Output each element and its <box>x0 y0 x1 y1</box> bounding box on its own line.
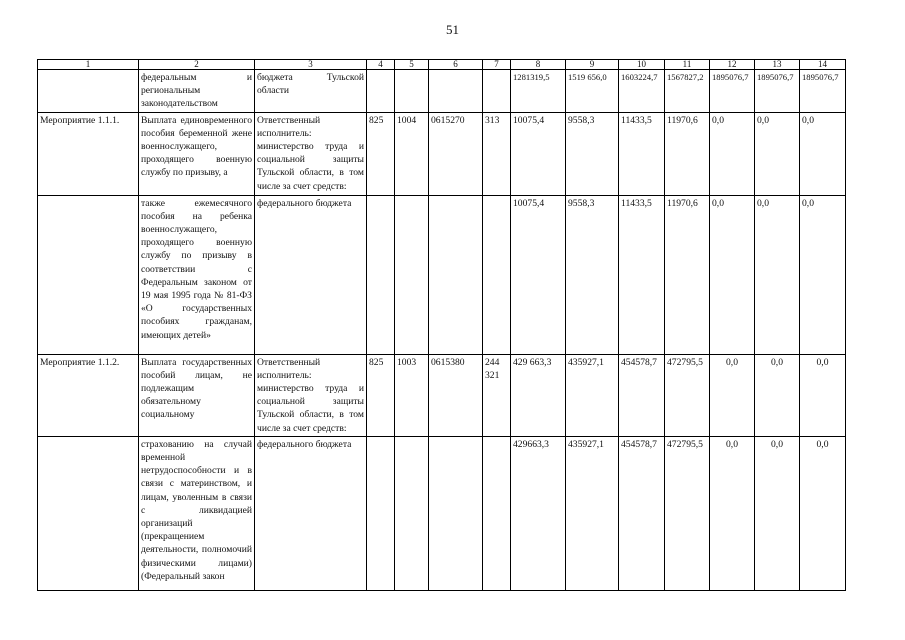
measure-description-cell: также ежемесячного пособия на ребенка военнослужащего, проходящего военную службу по призыву в соответствии с Федеральным законом от 19 мая 1995 года № 81-ФЗ «О государственных пособиях гражданам, имеющих детей» <box>139 195 255 354</box>
amount-cell: 0,0 <box>710 436 755 590</box>
code-cell: 0615380 <box>429 354 483 436</box>
amount-cell: 435927,1 <box>566 436 619 590</box>
measure-name-cell <box>38 195 139 354</box>
amount-cell: 0,0 <box>800 354 846 436</box>
table-row <box>38 70 846 113</box>
column-header: 12 <box>710 60 755 70</box>
code-cell <box>367 70 395 113</box>
amount-cell: 472795,5 <box>665 436 710 590</box>
amount-cell: 10075,4 <box>511 195 566 354</box>
amount-cell: 11433,5 <box>619 112 665 195</box>
measure-name-cell: Мероприятие 1.1.2. <box>38 354 139 436</box>
funding-source-cell: бюджета Тульской области <box>255 70 367 113</box>
funding-source-cell: Ответственный исполнитель: министерство труда и социальной защиты Тульской области, в том числе за счет средств: <box>255 354 367 436</box>
column-header: 11 <box>665 60 710 70</box>
amount-cell: 472795,5 <box>665 354 710 436</box>
amount-cell: 0,0 <box>710 112 755 195</box>
amount-cell: 1519 656,0 <box>566 70 619 113</box>
amount-cell: 9558,3 <box>566 195 619 354</box>
amount-cell: 10075,4 <box>511 112 566 195</box>
amount-cell: 9558,3 <box>566 112 619 195</box>
amount-cell: 429 663,3 <box>511 354 566 436</box>
measure-name-cell <box>38 436 139 590</box>
amount-cell: 11970,6 <box>665 112 710 195</box>
code-cell: 1004 <box>395 112 429 195</box>
column-header: 10 <box>619 60 665 70</box>
code-cell <box>429 195 483 354</box>
code-cell: 825 <box>367 112 395 195</box>
table-row <box>38 112 846 195</box>
measure-name-cell <box>38 70 139 113</box>
code-cell <box>429 436 483 590</box>
amount-cell: 0,0 <box>800 195 846 354</box>
amount-cell: 435927,1 <box>566 354 619 436</box>
measure-description-cell: Выплата государственных пособий лицам, не подлежащим обязательному социальному <box>139 354 255 436</box>
funding-source-cell: федерального бюджета <box>255 195 367 354</box>
column-header: 4 <box>367 60 395 70</box>
code-cell <box>483 195 511 354</box>
code-cell <box>395 195 429 354</box>
column-header: 5 <box>395 60 429 70</box>
code-cell: 825 <box>367 354 395 436</box>
column-header: 1 <box>38 60 139 70</box>
table-row <box>38 436 846 590</box>
column-header: 14 <box>800 60 846 70</box>
column-header: 7 <box>483 60 511 70</box>
code-cell <box>395 70 429 113</box>
table-row <box>38 354 846 436</box>
column-header: 13 <box>755 60 800 70</box>
amount-cell: 0,0 <box>710 195 755 354</box>
amount-cell: 1895076,7 <box>710 70 755 113</box>
amount-cell: 0,0 <box>755 436 800 590</box>
code-cell <box>483 70 511 113</box>
amount-cell: 454578,7 <box>619 354 665 436</box>
amount-cell: 1281319,5 <box>511 70 566 113</box>
amount-cell: 1567827,2 <box>665 70 710 113</box>
code-cell <box>395 436 429 590</box>
amount-cell: 0,0 <box>800 436 846 590</box>
amount-cell: 429663,3 <box>511 436 566 590</box>
column-header: 8 <box>511 60 566 70</box>
code-cell: 244 321 <box>483 354 511 436</box>
column-header: 6 <box>429 60 483 70</box>
funding-source-cell: Ответственный исполнитель: министерство труда и социальной защиты Тульской области, в том числе за счет средств: <box>255 112 367 195</box>
measure-name-cell: Мероприятие 1.1.1. <box>38 112 139 195</box>
code-cell <box>367 436 395 590</box>
measure-description-cell: страхованию на случай временной нетрудоспособности и в связи с материнством, и лицам, уволенным в связи с ликвидацией организаций (прекращением деятельности, полномочий физическими лицами) (Федеральный закон <box>139 436 255 590</box>
header-row <box>38 60 846 70</box>
code-cell <box>483 436 511 590</box>
code-cell <box>429 70 483 113</box>
amount-cell: 0,0 <box>710 354 755 436</box>
amount-cell: 1603224,7 <box>619 70 665 113</box>
amount-cell: 0,0 <box>800 112 846 195</box>
amount-cell: 454578,7 <box>619 436 665 590</box>
amount-cell: 11433,5 <box>619 195 665 354</box>
table-row <box>38 195 846 354</box>
measure-description-cell: Выплата единовременного пособия беременной жене военнослужащего, проходящего военную службу по призыву, а <box>139 112 255 195</box>
amount-cell: 0,0 <box>755 112 800 195</box>
budget-table <box>37 59 846 591</box>
column-header: 2 <box>139 60 255 70</box>
amount-cell: 0,0 <box>755 195 800 354</box>
funding-source-cell: федерального бюджета <box>255 436 367 590</box>
measure-description-cell: федеральным и региональным законодательством <box>139 70 255 113</box>
code-cell: 1003 <box>395 354 429 436</box>
code-cell <box>367 195 395 354</box>
column-header: 9 <box>566 60 619 70</box>
amount-cell: 0,0 <box>755 354 800 436</box>
code-cell: 313 <box>483 112 511 195</box>
code-cell: 0615270 <box>429 112 483 195</box>
amount-cell: 1895076,7 <box>800 70 846 113</box>
amount-cell: 11970,6 <box>665 195 710 354</box>
page-number: 51 <box>446 22 459 37</box>
amount-cell: 1895076,7 <box>755 70 800 113</box>
column-header: 3 <box>255 60 367 70</box>
